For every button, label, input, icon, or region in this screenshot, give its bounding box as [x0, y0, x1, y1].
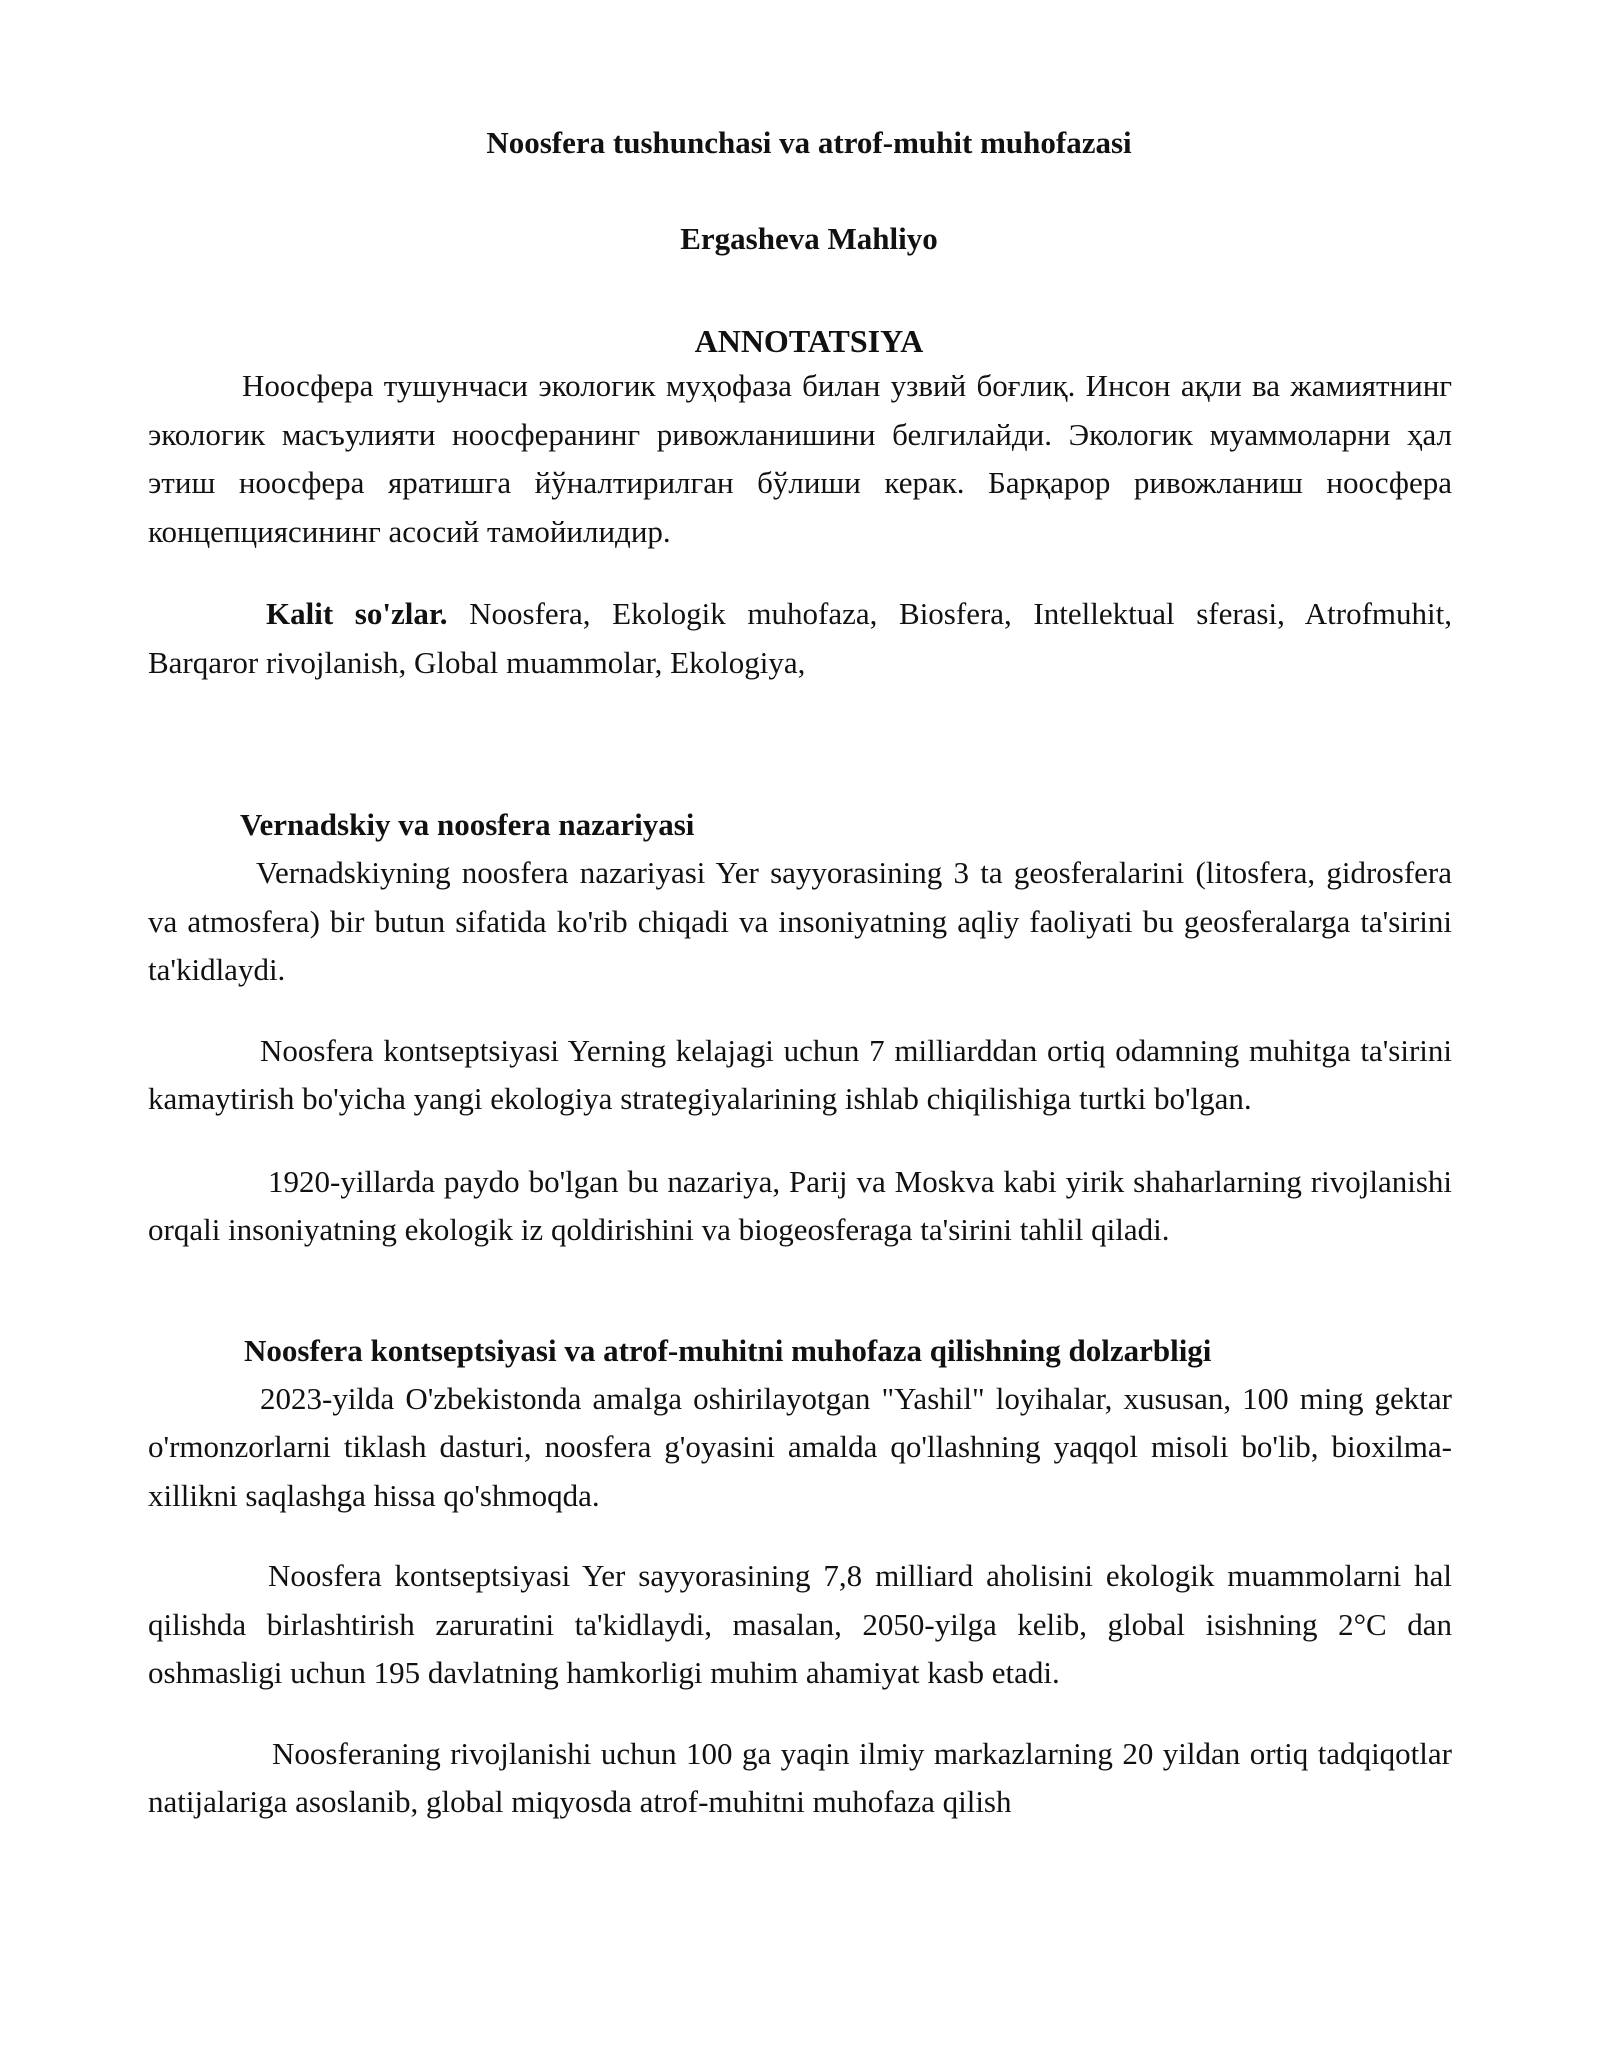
- keywords-paragraph: [148, 590, 1452, 687]
- annotation-paragraph: Ноосфера тушунчаси экологик муҳофаза билан узвий боғлиқ. Инсон ақли ва жамиятнинг экологик масъулияти ноосферанинг ривожланишини белгилайди. Экологик муаммоларни ҳал этиш ноосфера яратишга йўналтирилган бўлиши керак. Барқарор ривожланиш ноосфера концепциясининг асосий тамойилидир.: [148, 368, 1452, 549]
- paragraph: Noosfera kontseptsiyasi Yer sayyorasining 7,8 milliard aholisini ekologik muammolarni hal qilishda birlashtirish zaruratini ta'kidlaydi, masalan, 2050-yilga kelib, global isishning 2°C dan oshmasligi uchun 195 davlatning hamkorligi muhim ahamiyat kasb etadi.: [148, 1558, 1452, 1690]
- paragraph: Vernadskiyning noosfera nazariyasi Yer sayyorasining 3 ta geosferalarini (litosfera, gidrosfera va atmosfera) bir butun sifatida ko'rib chiqadi va insoniyatning aqliy faoliyati bu geosferalarga ta'sirini ta'kidlaydi.: [148, 855, 1452, 987]
- document-title: Noosfera tushunchasi va atrof-muhit muhofazasi: [486, 125, 1132, 160]
- section-heading-noosfera-kontseptsiyasi: Noosfera kontseptsiyasi va atrof-muhitni muhofaza qilishning dolzarbligi: [244, 1332, 1212, 1368]
- paragraph: 1920-yillarda paydo bo'lgan bu nazariya, Parij va Moskva kabi yirik shaharlarning rivojlanishi orqali insoniyatning ekologik iz qoldirishini va biogeosferaga ta'sirini tahlil qiladi.: [148, 1163, 1452, 1247]
- annotation-heading: ANNOTATSIYA: [694, 323, 924, 359]
- keywords-list: Noosfera, Ekologik muhofaza, Biosfera, Intellektual sferasi, Atrofmuhit, Barqaror rivojlanish, Global muammolar, Ekologiya,: [148, 596, 1453, 680]
- paragraph: 2023-yilda O'zbekistonda amalga oshirilayotgan "Yashil" loyihalar, xususan, 100 ming gektar o'rmonzorlarni tiklash dasturi, noosfera g'oyasini amalda qo'llashning yaqqol misoli bo'lib, bioxilma-xillikni saqlashga hissa qo'shmoqda.: [148, 1380, 1452, 1513]
- paragraph: Noosferaning rivojlanishi uchun 100 ga yaqin ilmiy markazlarning 20 yildan ortiq tadqiqotlar natijalariga asoslanib, global miqyosda atrof-muhitni muhofaza qilish: [148, 1735, 1452, 1819]
- keywords-label: Kalit so'zlar.: [266, 596, 448, 631]
- paragraph: Noosfera kontseptsiyasi Yerning kelajagi uchun 7 milliarddan ortiq odamning muhitga ta'sirini kamaytirish bo'yicha yangi ekologiya strategiyalarining ishlab chiqilishiga turtki bo'lgan.: [148, 1032, 1452, 1116]
- document-page: [148, 118, 1452, 1827]
- section-heading-vernadskiy: Vernadskiy va noosfera nazariyasi: [240, 807, 695, 842]
- author-name: Ergasheva Mahliyo: [680, 221, 938, 256]
